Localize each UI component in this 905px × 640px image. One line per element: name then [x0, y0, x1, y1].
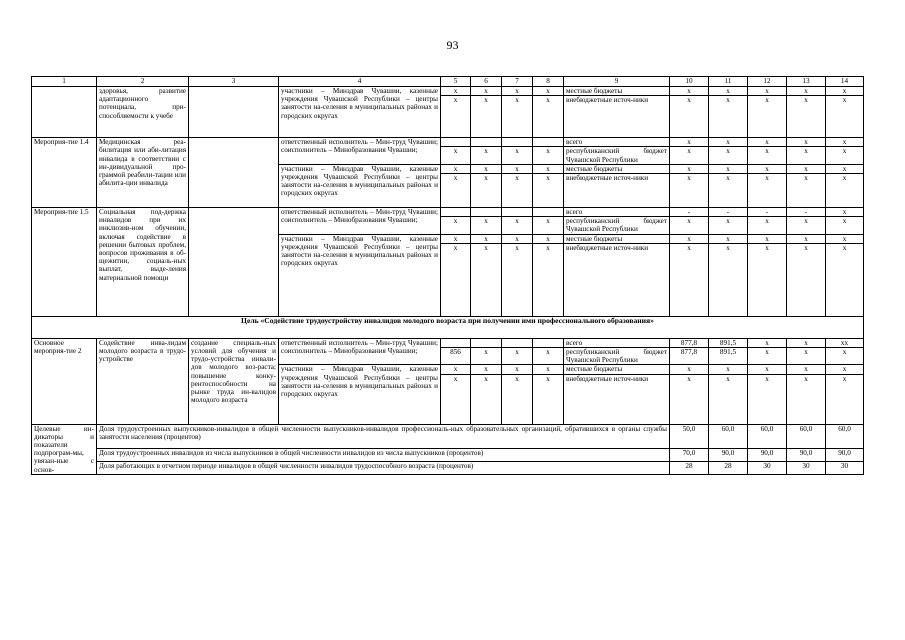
- table-cell: x: [441, 87, 471, 96]
- table-cell: республиканский бюджет Чувашской Республики: [564, 217, 670, 234]
- header-cell: 10: [670, 77, 709, 87]
- table-cell: x: [670, 374, 709, 424]
- table-cell: x: [670, 174, 709, 208]
- table-cell: x: [471, 243, 502, 316]
- table-cell: x: [670, 164, 709, 173]
- goal-row: [32, 316, 864, 338]
- table-cell: x: [670, 365, 709, 374]
- table-cell: внебюджетные источ-ники: [564, 374, 670, 424]
- table-cell: x: [709, 234, 748, 243]
- table-cell: -: [748, 208, 787, 217]
- table-cell: x: [471, 147, 502, 164]
- table-cell: x: [441, 164, 471, 173]
- table-cell: ответственный исполнитель – Мин-труд Чувашии; соисполнитель – Минобразования Чувашии;: [279, 138, 441, 165]
- table-cell: создание специаль-ных условий для обучения и трудо-устройства инвали-дов молодого воз-раста; повышение конку-рентоспособности на рынке труда ин-валидов молодого возраста: [189, 338, 279, 424]
- table-cell: республиканский бюджет Чувашской Республики: [564, 348, 670, 365]
- table-cell: x: [709, 96, 748, 138]
- table-cell: Доля работающих в отчетном периоде инвалидов в общей численности инвалидов трудоспособного возраста (процентов): [97, 461, 670, 474]
- table-cell: x: [502, 234, 533, 243]
- table-cell: местные бюджеты: [564, 234, 670, 243]
- table-cell: x: [471, 234, 502, 243]
- table-cell: x: [502, 374, 533, 424]
- table-cell: участники – Минздрав Чувашии, казенные учреждения Чувашской Республики – центры занятости на-селения в муниципальных районах и городских округах: [279, 365, 441, 424]
- table-cell: x: [533, 164, 564, 173]
- table-cell: участники – Минздрав Чувашии, казенные учреждения Чувашской Республики – центры занятости на-селения в муниципальных районах и городских округах: [279, 234, 441, 316]
- table-cell: x: [533, 87, 564, 96]
- table-cell: 60,0: [787, 424, 826, 448]
- table-cell: 50,0: [670, 424, 709, 448]
- table-cell: x: [709, 147, 748, 164]
- table-cell: x: [709, 174, 748, 208]
- table-cell: x: [670, 147, 709, 164]
- table-cell: x: [787, 174, 826, 208]
- table-cell: x: [502, 164, 533, 173]
- table-cell: внебюджетные источ-ники: [564, 174, 670, 208]
- table-cell: здоровья, развитие адаптационного потенциала, при-способляемости к учебе: [97, 87, 189, 138]
- table-cell: x: [471, 174, 502, 208]
- table-cell: x: [826, 243, 864, 316]
- table-cell: x: [748, 147, 787, 164]
- header-cell: 1: [32, 77, 97, 87]
- table-cell: [441, 338, 471, 347]
- table-cell: x: [709, 243, 748, 316]
- table-cell: x: [709, 374, 748, 424]
- table-cell: x: [748, 348, 787, 365]
- table-cell: x: [533, 365, 564, 374]
- table-cell: x: [502, 96, 533, 138]
- table-cell: x: [787, 217, 826, 234]
- table-row: [32, 138, 864, 147]
- table-cell: x: [533, 174, 564, 208]
- table-cell: x: [670, 243, 709, 316]
- table-cell: Содействие инва-лидам молодого возраста в трудо-устройстве: [97, 338, 189, 424]
- table-cell: [471, 138, 502, 147]
- table-cell: x: [441, 217, 471, 234]
- header-cell: 12: [748, 77, 787, 87]
- table-cell: x: [533, 243, 564, 316]
- table-cell: [32, 87, 97, 138]
- table-cell: x: [787, 147, 826, 164]
- table-cell: 60,0: [826, 424, 864, 448]
- table-cell: x: [748, 365, 787, 374]
- table-cell: x: [787, 164, 826, 173]
- page-number: 93: [446, 38, 459, 52]
- table-cell: ответственный исполнитель – Мин-труд Чувашии; соисполнитель – Минобразования Чувашии;: [279, 338, 441, 365]
- table-cell: x: [471, 217, 502, 234]
- table-cell: x: [787, 374, 826, 424]
- table-cell: x: [502, 87, 533, 96]
- table-cell: Медицинская реа-билитация или аби-литация инвалида в соответствии с ин-дивидуальной про-граммой реабили-тации или абилита-ции инвалида: [97, 138, 189, 208]
- table-cell: 60,0: [748, 424, 787, 448]
- table-cell: x: [709, 217, 748, 234]
- table-cell: x: [748, 174, 787, 208]
- table-cell: x: [471, 96, 502, 138]
- table-cell: x: [826, 234, 864, 243]
- table-cell: x: [533, 234, 564, 243]
- table-cell: xx: [826, 338, 864, 347]
- table-cell: x: [709, 87, 748, 96]
- header-cell: 8: [533, 77, 564, 87]
- table-row: [32, 449, 864, 462]
- table-cell: x: [826, 87, 864, 96]
- table-cell: x: [471, 374, 502, 424]
- header-cell: 13: [787, 77, 826, 87]
- header-cell: 4: [279, 77, 441, 87]
- goal-heading: Цель «Содействие трудоустройству инвалидов молодого возраста при получении ими профессионального образования»: [32, 316, 864, 338]
- table-cell: x: [502, 348, 533, 365]
- table-cell: x: [826, 96, 864, 138]
- table-cell: x: [471, 365, 502, 374]
- table-cell: 856: [441, 348, 471, 365]
- table-cell: -: [709, 208, 748, 217]
- header-row: [32, 77, 864, 87]
- table-cell: [502, 208, 533, 217]
- table-cell: Мероприя-тие 1.4: [32, 138, 97, 208]
- table-cell: -: [787, 208, 826, 217]
- table-cell: x: [670, 234, 709, 243]
- table-cell: x: [471, 87, 502, 96]
- table-cell: x: [748, 374, 787, 424]
- table-cell: x: [748, 217, 787, 234]
- table-cell: 30: [826, 461, 864, 474]
- table-cell: [189, 208, 279, 317]
- table-cell: x: [748, 87, 787, 96]
- table-cell: x: [748, 138, 787, 147]
- table-cell: [502, 338, 533, 347]
- table-cell: Доля трудоустроенных выпускников-инвалидов в общей численности выпускников-инвалидов профессиональ-ных образовательных организаций, обратившихся в органы службы занятости населения (процентов): [97, 424, 670, 448]
- table-cell: x: [787, 96, 826, 138]
- table-cell: [471, 338, 502, 347]
- table-cell: x: [441, 147, 471, 164]
- table-cell: x: [826, 365, 864, 374]
- table-cell: Социальная под-держка инвалидов при их инклюзив-ном обучении, включая содействие в решении бытовых проблем, вопросов проживания в об-щежитии, социаль-ных выплат, выде-ления материальной помощи: [97, 208, 189, 317]
- header-cell: 7: [502, 77, 533, 87]
- table-cell: x: [441, 243, 471, 316]
- table-cell: Доля трудоустроенных инвалидов из числа выпускников в общей численности инвалидов из числа выпускников (процентов): [97, 449, 670, 462]
- table-cell: x: [787, 87, 826, 96]
- table-cell: 90,0: [709, 449, 748, 462]
- table-cell: x: [670, 96, 709, 138]
- table-cell: x: [826, 208, 864, 217]
- table-cell: Мероприя-тие 1.5: [32, 208, 97, 317]
- table-cell: [189, 87, 279, 138]
- table-cell: x: [670, 217, 709, 234]
- table-cell: -: [670, 208, 709, 217]
- table-cell: x: [709, 164, 748, 173]
- table-cell: участники – Минздрав Чувашии, казенные учреждения Чувашской Республики – центры занятости на-селения в муниципальных районах и городских округах: [279, 164, 441, 207]
- header-cell: 2: [97, 77, 189, 87]
- table-cell: x: [670, 138, 709, 147]
- table-cell: x: [787, 365, 826, 374]
- header-cell: 5: [441, 77, 471, 87]
- table-cell: 70,0: [670, 449, 709, 462]
- table-row: [32, 338, 864, 347]
- table-cell: 877,8: [670, 348, 709, 365]
- table-cell: [441, 208, 471, 217]
- table-cell: 90,0: [748, 449, 787, 462]
- table-cell: [502, 138, 533, 147]
- table-cell: x: [826, 174, 864, 208]
- table-cell: x: [533, 96, 564, 138]
- table-cell: x: [748, 243, 787, 316]
- header-cell: 9: [564, 77, 670, 87]
- table-cell: x: [748, 234, 787, 243]
- table-cell: x: [502, 147, 533, 164]
- table-cell: 30: [787, 461, 826, 474]
- table-cell: x: [533, 217, 564, 234]
- table-cell: 28: [670, 461, 709, 474]
- table-cell: x: [533, 374, 564, 424]
- table-cell: Целевые ин-дикаторы и показатели подпрограм-мы, увязан-ные с основ-: [32, 424, 97, 474]
- table-cell: 30: [748, 461, 787, 474]
- table-cell: x: [787, 243, 826, 316]
- table-cell: местные бюджеты: [564, 365, 670, 374]
- table-cell: участники – Минздрав Чувашии, казенные учреждения Чувашской Республики – центры занятости на-селения в муниципальных районах и городских округах: [279, 87, 441, 138]
- table-cell: местные бюджеты: [564, 164, 670, 173]
- table-cell: [533, 208, 564, 217]
- table-cell: x: [502, 174, 533, 208]
- table-cell: x: [441, 374, 471, 424]
- table-cell: x: [748, 338, 787, 347]
- table-cell: 90,0: [826, 449, 864, 462]
- table-cell: [471, 208, 502, 217]
- table-cell: x: [748, 164, 787, 173]
- table-cell: x: [471, 164, 502, 173]
- table-cell: x: [441, 234, 471, 243]
- table-cell: x: [533, 147, 564, 164]
- table-cell: [533, 338, 564, 347]
- table-cell: x: [787, 138, 826, 147]
- header-cell: 14: [826, 77, 864, 87]
- table-cell: всего: [564, 338, 670, 347]
- table-cell: x: [533, 348, 564, 365]
- table-cell: Основное мероприя-тие 2: [32, 338, 97, 424]
- table-cell: всего: [564, 208, 670, 217]
- table-cell: x: [709, 365, 748, 374]
- table-cell: x: [787, 338, 826, 347]
- table-cell: x: [709, 138, 748, 147]
- table-cell: внебюджетные источ-ники: [564, 96, 670, 138]
- table-cell: 891,5: [709, 348, 748, 365]
- table-cell: [533, 138, 564, 147]
- table-cell: местные бюджеты: [564, 87, 670, 96]
- table-cell: x: [826, 147, 864, 164]
- table-cell: внебюджетные источ-ники: [564, 243, 670, 316]
- table-cell: x: [826, 164, 864, 173]
- table-cell: x: [748, 96, 787, 138]
- table-cell: x: [441, 96, 471, 138]
- table-cell: x: [787, 348, 826, 365]
- table-cell: x: [441, 174, 471, 208]
- program-table: [31, 76, 864, 475]
- table-row: [32, 424, 864, 448]
- table-cell: x: [441, 365, 471, 374]
- table-cell: x: [502, 365, 533, 374]
- table-cell: [441, 138, 471, 147]
- table-row: [32, 461, 864, 474]
- header-cell: 6: [471, 77, 502, 87]
- table-cell: 90,0: [787, 449, 826, 462]
- table-cell: x: [502, 217, 533, 234]
- table-cell: республиканский бюджет Чувашской Республики: [564, 147, 670, 164]
- table-cell: x: [826, 374, 864, 424]
- table-cell: 877,8: [670, 338, 709, 347]
- table-cell: 60,0: [709, 424, 748, 448]
- table-cell: x: [670, 87, 709, 96]
- table-cell: x: [826, 217, 864, 234]
- table-cell: 891,5: [709, 338, 748, 347]
- table-cell: 28: [709, 461, 748, 474]
- header-cell: 11: [709, 77, 748, 87]
- table-cell: x: [787, 234, 826, 243]
- table-cell: x: [826, 348, 864, 365]
- table-row: [32, 87, 864, 96]
- table-cell: x: [826, 138, 864, 147]
- table-cell: x: [502, 243, 533, 316]
- table-cell: [189, 138, 279, 208]
- table-cell: x: [471, 348, 502, 365]
- table-cell: всего: [564, 138, 670, 147]
- table-cell: ответственный исполнитель – Мин-труд Чувашии; соисполнитель – Минобразования Чувашии;: [279, 208, 441, 235]
- header-cell: 3: [189, 77, 279, 87]
- table-row: [32, 208, 864, 217]
